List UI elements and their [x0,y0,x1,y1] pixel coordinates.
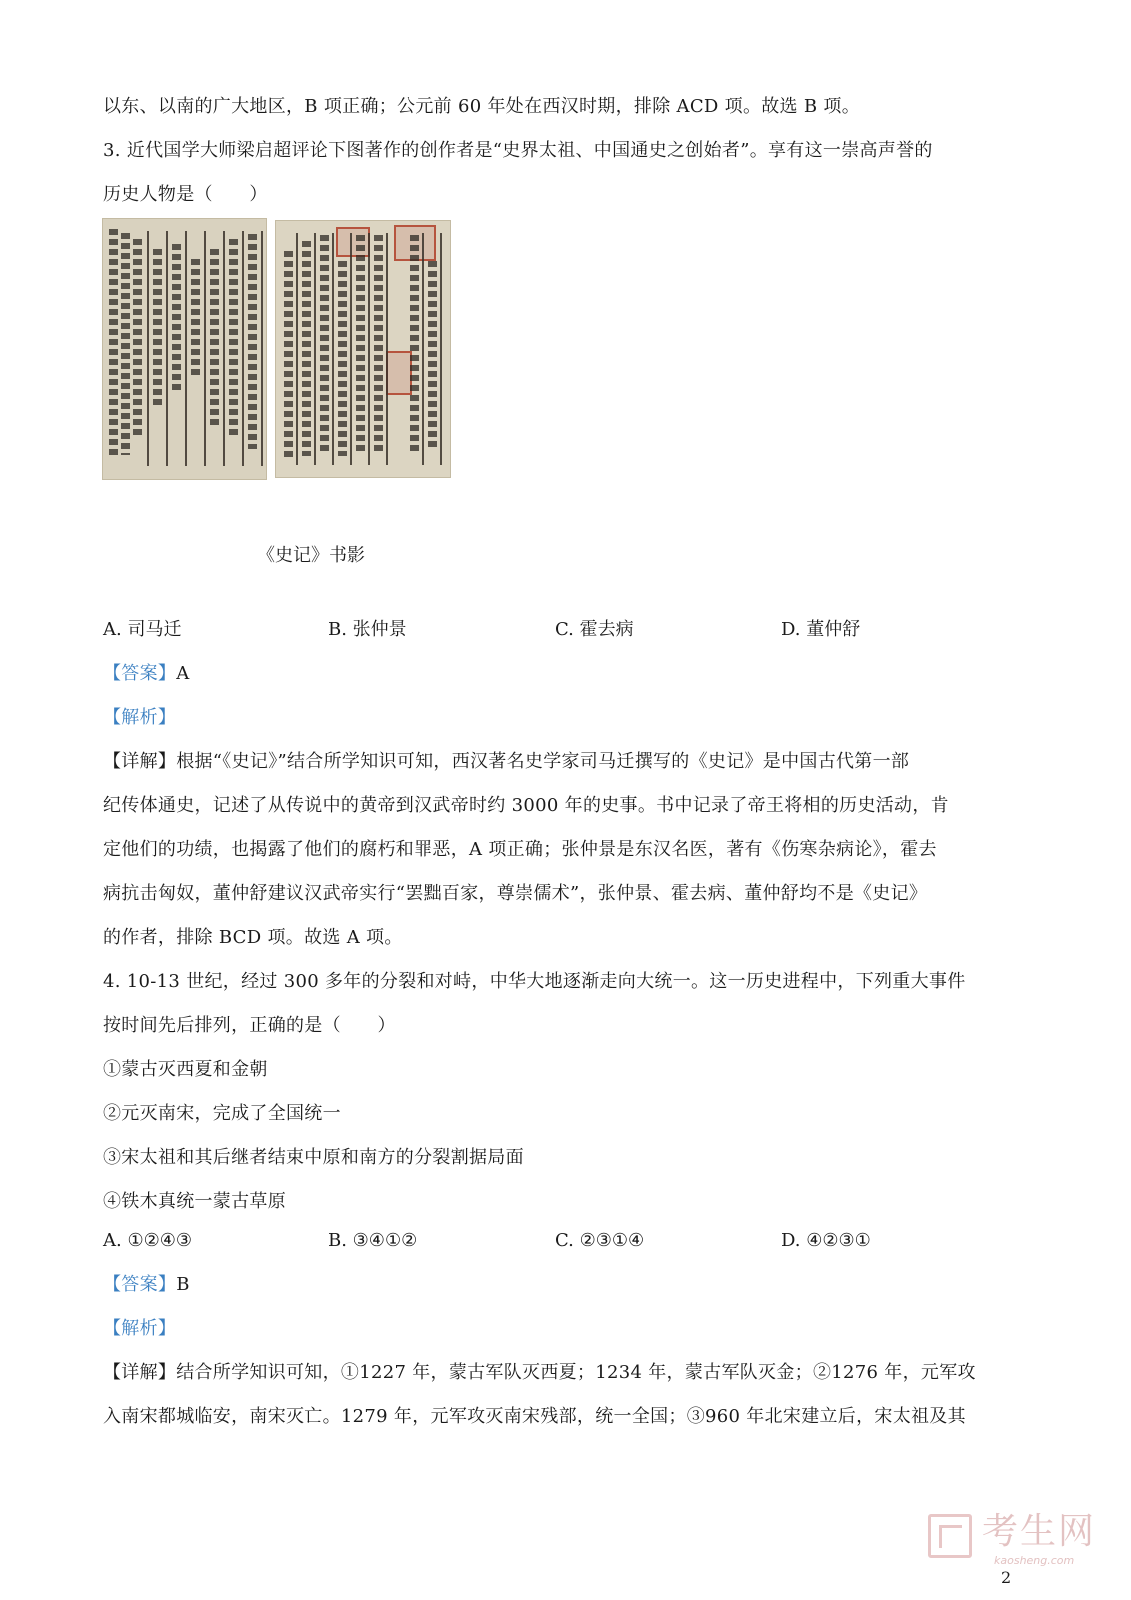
shiji-book-image [102,218,452,480]
q4-answer [103,1272,190,1298]
kaosheng-logo-icon [928,1514,972,1558]
q4-option-d: D. ④②③① [781,1230,871,1251]
image-caption: 《史记》书影 [257,545,365,566]
answer-tag: 【答案】 [103,1274,177,1295]
q4-item-4: ④铁木真统一蒙古草原 [103,1191,286,1212]
question-4-stem-cont: 按时间先后排列，正确的是（ ） [103,1015,396,1036]
question-3-stem: 3. 近代国学大师梁启超评论下图著作的创作者是“史界太祖、中国通史之创始者”。享有这一崇高声誉的 [103,140,933,161]
watermark-text: 考生网 [982,1511,1097,1552]
q4-item-1: ①蒙古灭西夏和金朝 [103,1059,268,1080]
q3-answer [103,661,190,687]
page-number: 2 [1001,1568,1012,1587]
q3-detail-line-5: 的作者，排除 BCD 项。故选 A 项。 [103,927,403,948]
q4-option-c: C. ②③①④ [555,1230,645,1251]
detail-text: 结合所学知识可知，①1227 年，蒙古军队灭西夏；1234 年，蒙古军队灭金；②1276 年，元军攻 [176,1362,976,1383]
q4-option-b: B. ③④①② [328,1230,418,1251]
detail-text: 根据“《史记》”结合所学知识可知，西汉著名史学家司马迁撰写的《史记》是中国古代第一部 [176,751,910,772]
question-3-stem-cont: 历史人物是（ ） [103,184,268,205]
q3-option-c: C. 霍去病 [555,619,634,640]
book-right-page [275,220,451,478]
q3-option-b: B. 张仲景 [328,619,407,640]
q4-analysis-tag: 【解析】 [103,1318,177,1339]
q4-detail-line-2: 入南宋都城临安，南宋灭亡。1279 年，元军攻灭南宋残部，统一全国；③960 年北宋建立后，宋太祖及其 [103,1406,966,1427]
answer-value: A [176,663,190,684]
detail-tag: 【详解】 [103,1362,177,1383]
q3-detail-line-3: 定他们的功绩，也揭露了他们的腐朽和罪恶，A 项正确；张仲景是东汉名医，著有《伤寒杂病论》，霍去 [103,839,937,860]
watermark-url: kaosheng.com [994,1554,1075,1567]
q4-item-3: ③宋太祖和其后继者结束中原和南方的分裂割据局面 [103,1147,524,1168]
watermark-logo [928,1510,1108,1570]
q3-detail-line-2: 纪传体通史，记述了从传说中的黄帝到汉武帝时约 3000 年的史事。书中记录了帝王将相的历史活动，肯 [103,795,949,816]
detail-tag: 【详解】 [103,751,177,772]
answer-value: B [176,1274,190,1295]
q4-item-2: ②元灭南宋，完成了全国统一 [103,1103,341,1124]
q3-option-d: D. 董仲舒 [781,619,861,640]
q3-option-a: A. 司马迁 [103,619,182,640]
question-4-stem: 4. 10-13 世纪，经过 300 多年的分裂和对峙，中华大地逐渐走向大统一。这一历史进程中，下列重大事件 [103,971,966,992]
answer-tag: 【答案】 [103,663,177,684]
q4-option-a: A. ①②④③ [103,1230,192,1251]
q3-analysis-tag: 【解析】 [103,707,177,728]
book-left-page [102,218,267,480]
q4-detail-line-1 [103,1360,976,1386]
q3-detail-line-1 [103,749,909,775]
text-line: 以东、以南的广大地区，B 项正确；公元前 60 年处在西汉时期，排除 ACD 项。故选 B 项。 [103,96,861,117]
q3-detail-line-4: 病抗击匈奴，董仲舒建议汉武帝实行“罢黜百家，尊崇儒术”，张仲景、霍去病、董仲舒均不是《史记》 [103,883,928,904]
